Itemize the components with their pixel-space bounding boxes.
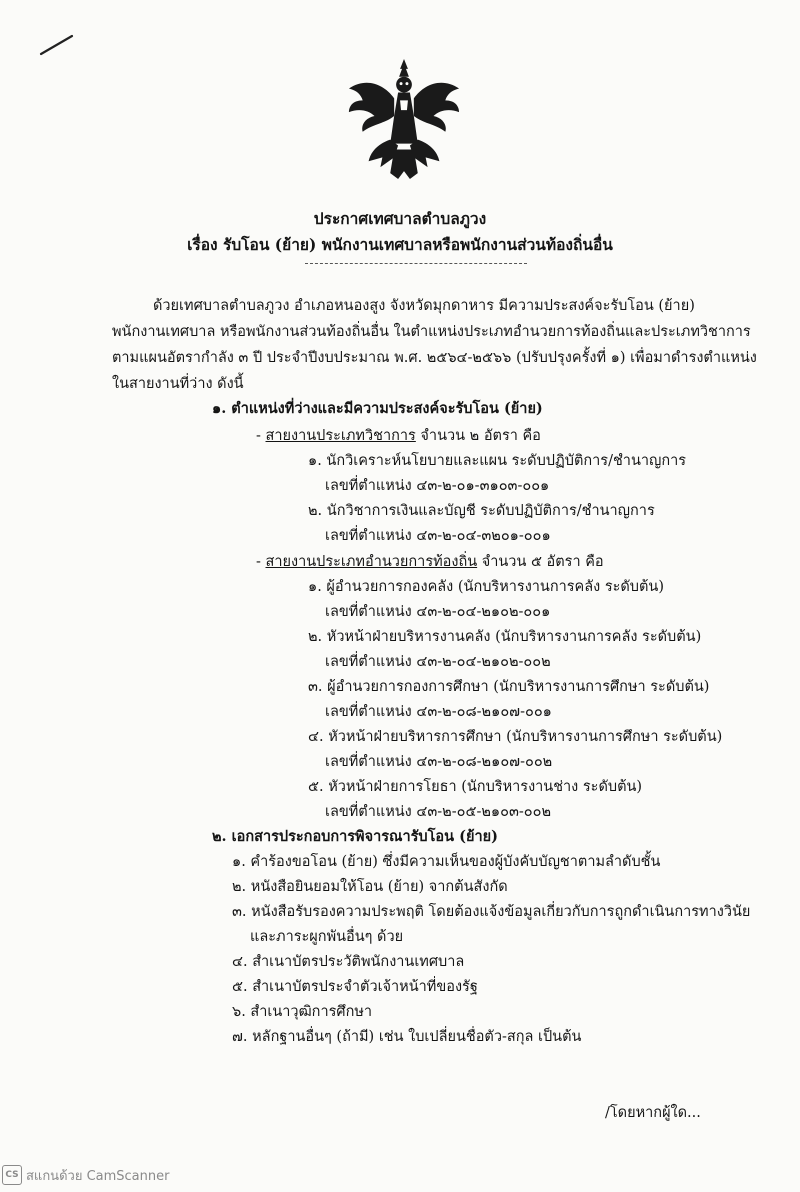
document-item: ๓. หนังสือรับรองความประพฤติ โดยต้องแจ้งข้อมูลเกี่ยวกับการถูกดำเนินการทางวินัย <box>232 904 751 920</box>
intro-line: พนักงานเทศบาล หรือพนักงานส่วนท้องถิ่นอื่น ในตำแหน่งประเภทอำนวยการท้องถิ่นและประเภทวิชาการ <box>112 324 751 340</box>
position-number: เลขที่ตำแหน่ง ๔๓-๒-๐๔-๒๑๐๒-๐๐๑ <box>325 604 551 620</box>
camscanner-logo-icon: CS <box>2 1165 22 1185</box>
group-name: สายงานประเภทวิชาการ <box>265 428 416 444</box>
position-title: ๕. หัวหน้าฝ่ายการโยธา (นักบริหารงานช่าง ระดับต้น) <box>308 779 643 795</box>
group-prefix: - <box>256 554 266 570</box>
document-item: ๕. สำเนาบัตรประจำตัวเจ้าหน้าที่ของรัฐ <box>232 979 478 995</box>
group-heading <box>256 553 604 571</box>
position-title: ๑. นักวิเคราะห์นโยบายและแผน ระดับปฏิบัติการ/ชำนาญการ <box>308 453 687 469</box>
position-number: เลขที่ตำแหน่ง ๔๓-๒-๐๑-๓๑๐๓-๐๐๑ <box>325 478 550 494</box>
document-item: ๒. หนังสือยินยอมให้โอน (ย้าย) จากต้นสังกัด <box>232 879 508 895</box>
position-number: เลขที่ตำแหน่ง ๔๓-๒-๐๔-๓๒๐๑-๐๐๑ <box>325 528 551 544</box>
position-number: เลขที่ตำแหน่ง ๔๓-๒-๐๘-๒๑๐๗-๐๐๑ <box>325 704 552 720</box>
position-title: ๓. ผู้อำนวยการกองการศึกษา (นักบริหารงานการศึกษา ระดับต้น) <box>308 679 710 695</box>
announcement-title: ประกาศเทศบาลตำบลภูวง <box>313 209 487 228</box>
position-number: เลขที่ตำแหน่ง ๔๓-๒-๐๕-๒๑๐๓-๐๐๒ <box>325 804 552 820</box>
heading-divider <box>305 263 527 264</box>
document-item: และภาระผูกพันอื่นๆ ด้วย <box>250 929 404 945</box>
section-2-heading: ๒. เอกสารประกอบการพิจารณารับโอน (ย้าย) <box>212 828 498 845</box>
position-number: เลขที่ตำแหน่ง ๔๓-๒-๐๘-๒๑๐๗-๐๐๒ <box>325 754 553 770</box>
group-heading <box>256 427 541 445</box>
scanner-text: สแกนด้วย CamScanner <box>26 1168 170 1184</box>
position-number: เลขที่ตำแหน่ง ๔๓-๒-๐๔-๒๑๐๒-๐๐๒ <box>325 654 551 670</box>
document-item: ๔. สำเนาบัตรประวัติพนักงานเทศบาล <box>232 954 465 970</box>
position-title: ๑. ผู้อำนวยการกองคลัง (นักบริหารงานการคลัง ระดับต้น) <box>308 579 665 595</box>
group-prefix: - <box>256 428 266 444</box>
continuation-text: /โดยหากผู้ใด... <box>605 1105 701 1121</box>
pen-stroke-mark <box>38 30 78 60</box>
garuda-emblem <box>345 55 463 183</box>
scanner-watermark <box>2 1164 169 1186</box>
position-title: ๒. นักวิชาการเงินและบัญชี ระดับปฏิบัติการ/ชำนาญการ <box>308 503 655 519</box>
intro-line: ตามแผนอัตรากำลัง ๓ ปี ประจำปีงบประมาณ พ.ศ. ๒๕๖๔-๒๕๖๖ (ปรับปรุงครั้งที่ ๑) เพื่อมาดำรงตำแหน่ง <box>112 350 757 366</box>
document-item: ๖. สำเนาวุฒิการศึกษา <box>232 1004 373 1020</box>
announcement-subject: เรื่อง รับโอน (ย้าย) พนักงานเทศบาลหรือพนักงานส่วนท้องถิ่นอื่น <box>187 235 613 254</box>
group-count: จำนวน ๕ อัตรา คือ <box>477 554 604 570</box>
group-name: สายงานประเภทอำนวยการท้องถิ่น <box>265 554 478 570</box>
intro-line: ด้วยเทศบาลตำบลภูวง อำเภอหนองสูง จังหวัดมุกดาหาร มีความประสงค์จะรับโอน (ย้าย) <box>153 298 695 314</box>
group-count: จำนวน ๒ อัตรา คือ <box>415 428 541 444</box>
document-item: ๑. คำร้องขอโอน (ย้าย) ซึ่งมีความเห็นของผู้บังคับบัญชาตามลำดับชั้น <box>232 854 661 870</box>
document-item: ๗. หลักฐานอื่นๆ (ถ้ามี) เช่น ใบเปลี่ยนชื่อตัว-สกุล เป็นต้น <box>232 1029 582 1045</box>
position-title: ๔. หัวหน้าฝ่ายบริหารการศึกษา (นักบริหารงานการศึกษา ระดับต้น) <box>308 729 723 745</box>
position-title: ๒. หัวหน้าฝ่ายบริหารงานคลัง (นักบริหารงานการคลัง ระดับต้น) <box>308 629 702 645</box>
section-1-heading: ๑. ตำแหน่งที่ว่างและมีความประสงค์จะรับโอน (ย้าย) <box>212 400 543 417</box>
intro-line: ในสายงานที่ว่าง ดังนี้ <box>112 376 244 392</box>
